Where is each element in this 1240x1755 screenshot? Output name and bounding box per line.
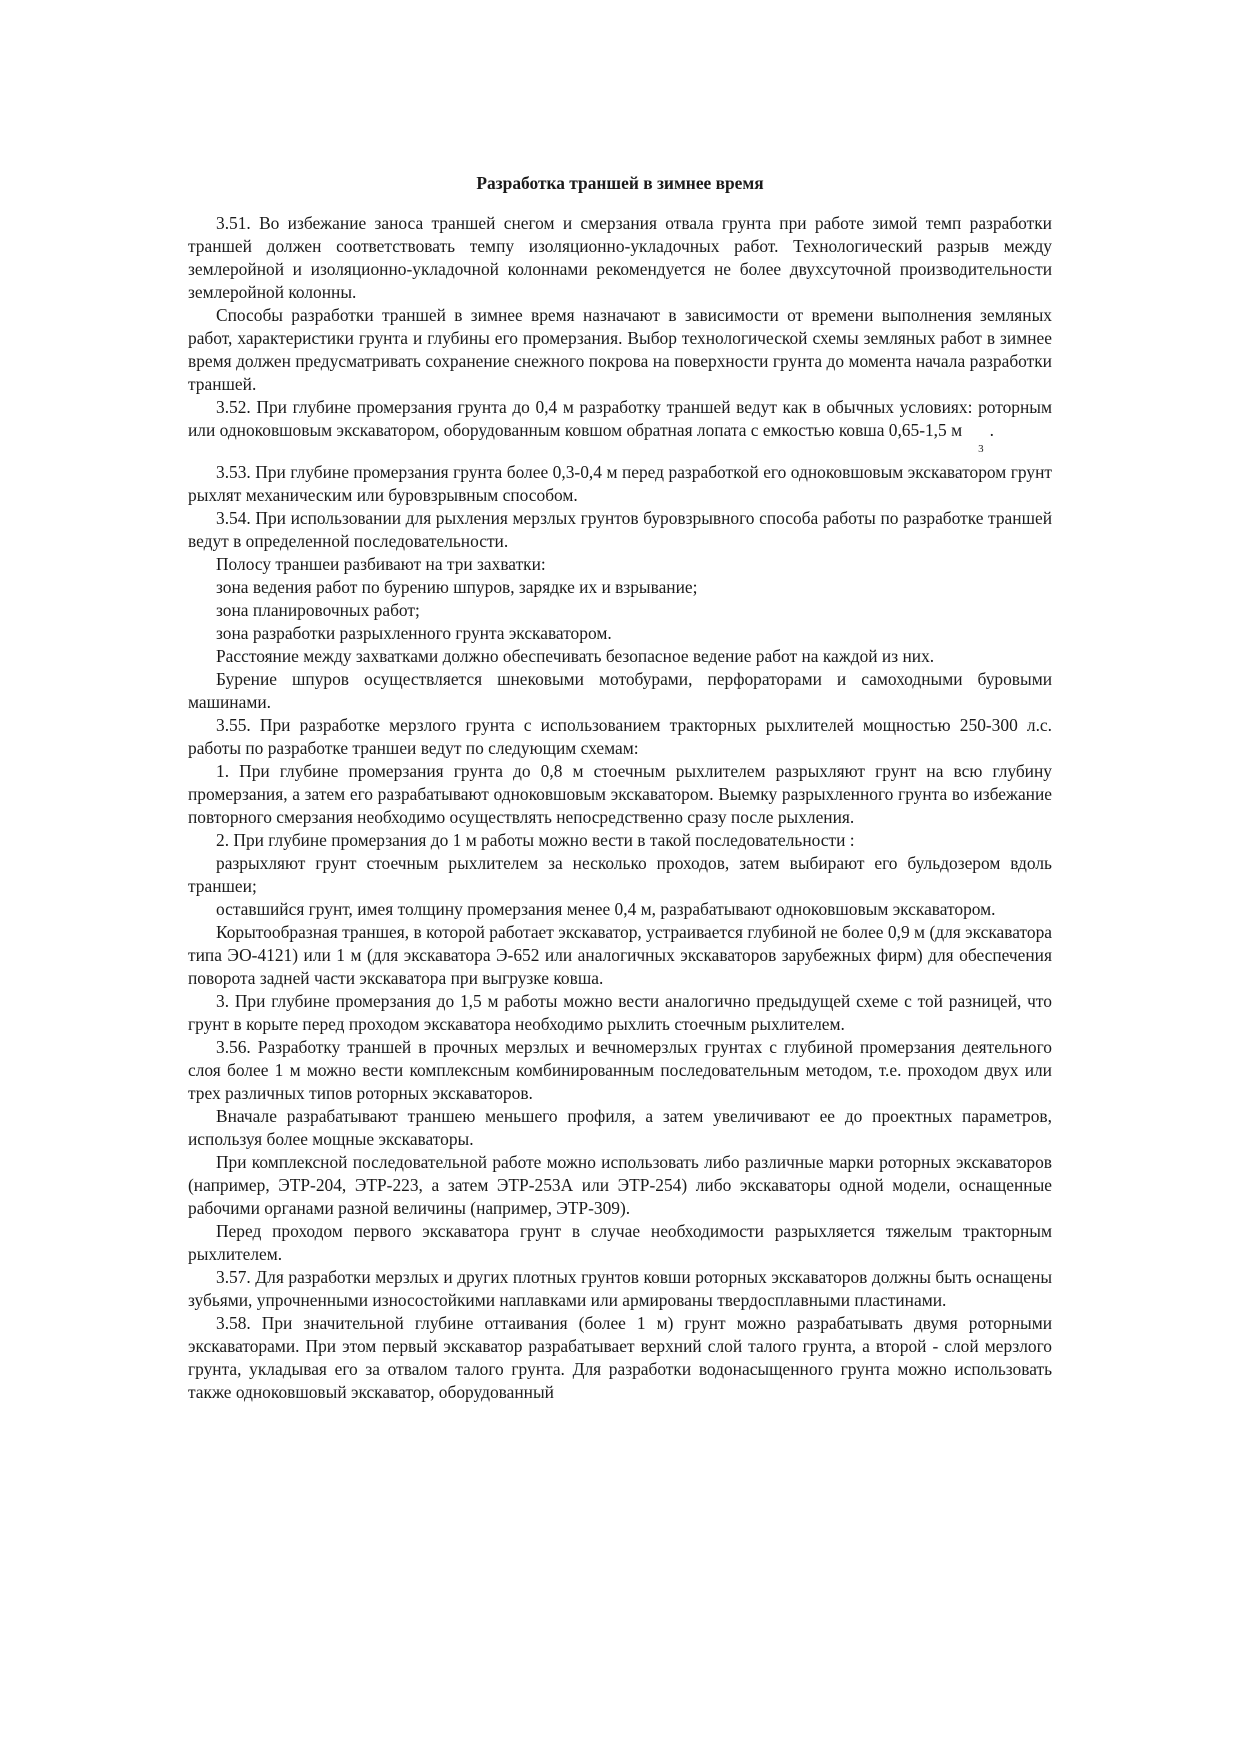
paragraph: Корытообразная траншея, в которой работает экскаватор, устраивается глубиной не более 0,9 м (для экскаватора типа ЭО-4121) или 1 м (для экскаватора Э-652 или аналогичных экскаваторов зарубежных фирм) для обеспечения поворота задней части экскаватора при выгрузке ковша. (188, 922, 1052, 988)
paragraph: 2. При глубине промерзания до 1 м работы можно вести в такой последовательности : (216, 830, 855, 850)
paragraph: 3.53. При глубине промерзания грунта более 0,3-0,4 м перед разработкой его одноковшовым экскаватором грунт рыхлят механическим или буровзрывным способом. (188, 462, 1052, 505)
paragraph: Перед проходом первого экскаватора грунт в случае необходимости разрыхляется тяжелым тракторным рыхлителем. (188, 1221, 1052, 1264)
paragraph: разрыхляют грунт стоечным рыхлителем за несколько проходов, затем выбирают его бульдозером вдоль траншеи; (188, 853, 1052, 896)
paragraph: Способы разработки траншей в зимнее время назначают в зависимости от времени выполнения земляных работ, характеристики грунта и глубины его промерзания. Выбор технологической схемы земляных работ в зимнее время должен предусматривать сохранение снежного покрова на поверхности грунта до момента начала разработки траншей. (188, 305, 1052, 394)
paragraph: 3.57. Для разработки мерзлых и других плотных грунтов ковши роторных экскаваторов должны быть оснащены зубьями, упрочненными износостойкими наплавками или армированы твердосплавными пластинами. (188, 1267, 1052, 1310)
paragraph: 1. При глубине промерзания грунта до 0,8 м стоечным рыхлителем разрыхляют грунт на всю глубину промерзания, а затем его разрабатывают одноковшовым экскаватором. Выемку разрыхленного грунта во избежание повторного смерзания необходимо осуществлять непосредственно сразу после рыхления. (188, 761, 1052, 827)
paragraph: 3.54. При использовании для рыхления мерзлых грунтов буровзрывного способа работы по разработке траншей ведут в определенной последовательности. (188, 508, 1052, 551)
paragraph: 3.58. При значительной глубине оттаивания (более 1 м) грунт можно разрабатывать двумя роторными экскаваторами. При этом первый экскаватор разрабатывает верхний слой талого грунта, а второй - слой мерзлого грунта, укладывая его за отвалом талого грунта. Для разработки водонасыщенного грунта можно использовать также одноковшовый экскаватор, оборудованный (188, 1313, 1052, 1402)
paragraph: 3. При глубине промерзания до 1,5 м работы можно вести аналогично предыдущей схеме с той разницей, что грунт в корыте перед проходом экскаватора необходимо рыхлить стоечным рыхлителем. (188, 991, 1052, 1034)
paragraph: 3.51. Во избежание заноса траншей снегом и смерзания отвала грунта при работе зимой темп разработки траншей должен соответствовать темпу изоляционно-укладочных работ. Технологический разрыв между землеройной и изоляционно-укладочной колоннами рекомендуется не более двухсуточной производительности землеройной колонны. (188, 213, 1052, 302)
cubic-exponent: 3 (978, 443, 984, 455)
paragraph-end: . (989, 420, 994, 440)
document-title: Разработка траншей в зимнее время (476, 173, 764, 193)
paragraph: зона разработки разрыхленного грунта экскаватором. (216, 623, 612, 643)
paragraph: Вначале разрабатывают траншею меньшего профиля, а затем увеличивают ее до проектных параметров, используя более мощные экскаваторы. (188, 1106, 1052, 1149)
paragraph-list (188, 461, 1052, 1404)
paragraph: зона планировочных работ; (216, 600, 420, 620)
paragraph: 3.55. При разработке мерзлого грунта с использованием тракторных рыхлителей мощностью 250-300 л.с. работы по разработке траншеи ведут по следующим схемам: (188, 715, 1052, 758)
paragraph: Полосу траншеи разбивают на три захватки: (216, 554, 546, 574)
paragraph: 3.56. Разработку траншей в прочных мерзлых и вечномерзлых грунтах с глубиной промерзания деятельного слоя более 1 м можно вести комплексным комбинированным последовательным методом, т.е. проходом двух или трех различных типов роторных экскаваторов. (188, 1037, 1052, 1103)
paragraph: Бурение шпуров осуществляется шнековыми мотобурами, перфораторами и самоходными буровыми машинами. (188, 669, 1052, 712)
paragraph: При комплексной последовательной работе можно использовать либо различные марки роторных экскаваторов (например, ЭТР-204, ЭТР-223, а затем ЭТР-253А или ЭТР-254) либо экскаваторы одной модели, оснащенные рабочими органами разной величины (например, ЭТР-309). (188, 1152, 1052, 1218)
paragraph: оставшийся грунт, имея толщину промерзания менее 0,4 м, разрабатывают одноковшовым экскаватором. (216, 899, 996, 919)
document-page (188, 172, 1052, 1404)
paragraph-3-52 (188, 396, 1052, 455)
paragraph: зона ведения работ по бурению шпуров, зарядке их и взрывание; (216, 577, 698, 597)
paragraph: Расстояние между захватками должно обеспечивать безопасное ведение работ на каждой из них. (216, 646, 935, 666)
paragraph-text: 3.52. При глубине промерзания грунта до 0,4 м разработку траншей ведут как в обычных условиях: роторным или одноковшовым экскаватором, оборудованным ковшом обратная лопата с емкостью ковша 0,65-1,5 м (188, 397, 1052, 440)
